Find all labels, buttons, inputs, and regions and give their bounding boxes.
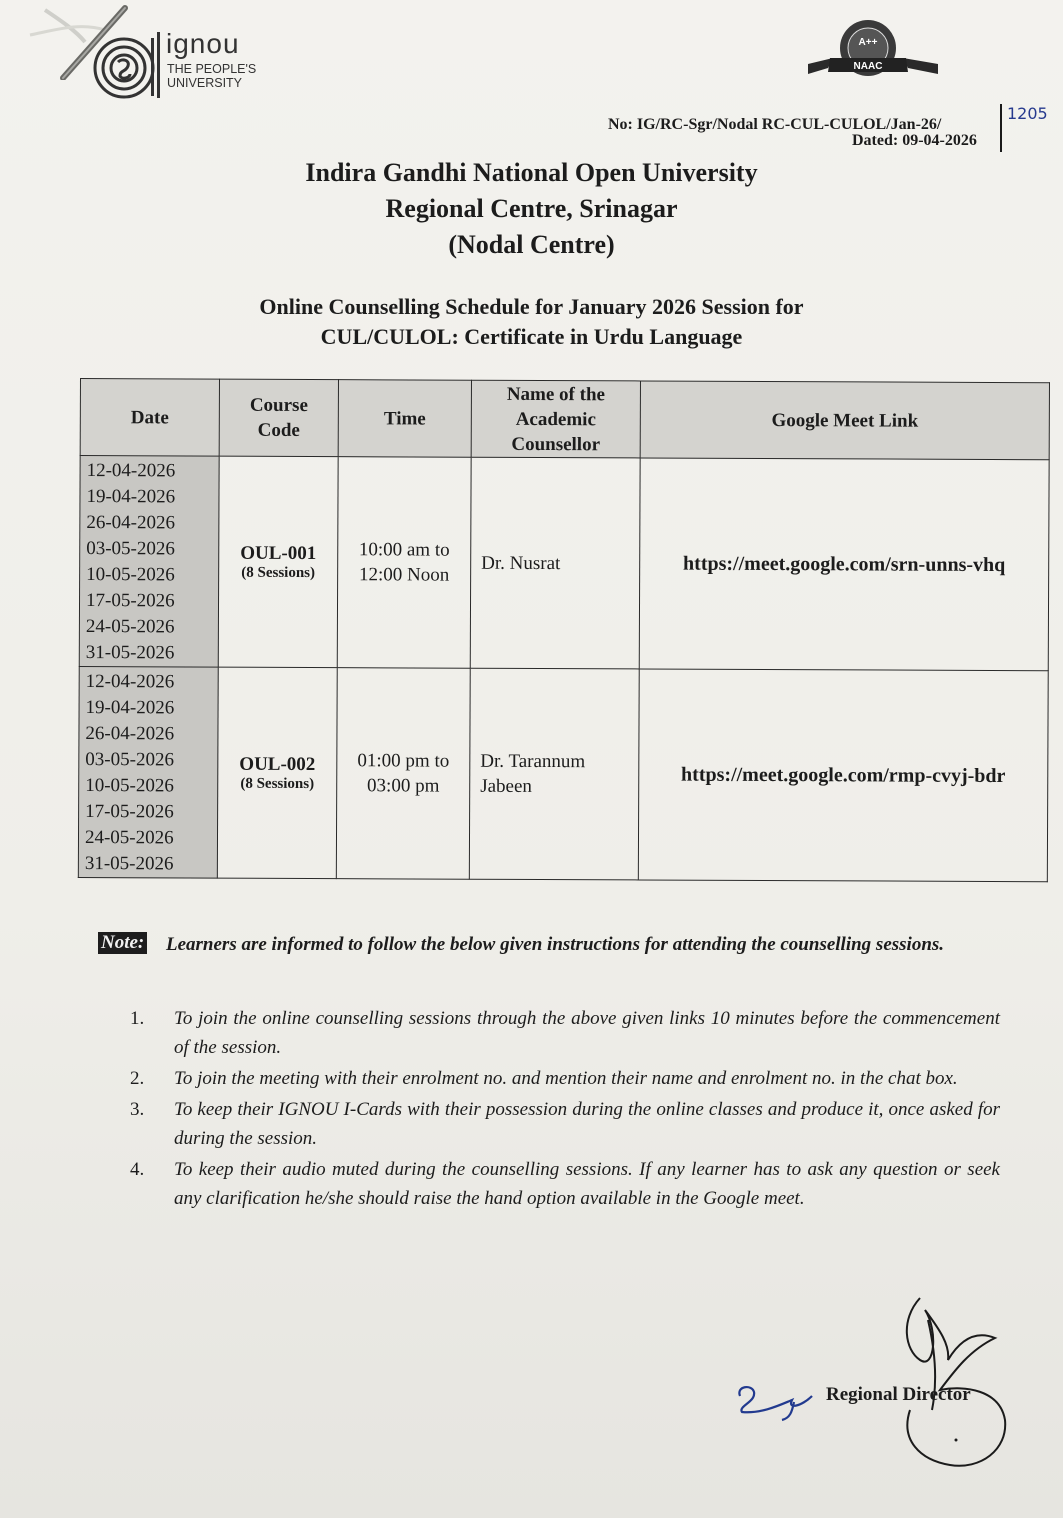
counsellor-name: Dr. Tarannum: [480, 750, 586, 773]
list-item: [120, 1095, 1000, 1153]
list-item-text: To keep their IGNOU I-Cards with their possession during the online classes and produce it, once asked for during the session.: [174, 1099, 1000, 1149]
list-item-text: To join the online counselling sessions through the above given links 10 minutes before the commencement of the session.: [174, 1008, 1000, 1058]
list-item: [120, 1004, 1000, 1062]
list-item: [120, 1155, 1000, 1213]
list-item-number: 2.: [130, 1068, 145, 1089]
date: 17-05-2026: [85, 590, 175, 612]
course-code: OUL-002: [239, 753, 316, 775]
session-count: (8 Sessions): [240, 775, 315, 792]
table-header-row: [80, 379, 1049, 460]
logo-tagline-2: UNIVERSITY: [167, 76, 243, 90]
list-item-number: 1.: [130, 1008, 145, 1029]
date: 10-05-2026: [85, 775, 174, 797]
time-cell: [336, 668, 470, 880]
date: 12-04-2026: [85, 671, 175, 693]
schedule-subtitle: CUL/CULOL: Certificate in Urdu Language: [320, 324, 743, 349]
counsellor-cell: [469, 668, 639, 880]
meet-link[interactable]: https://meet.google.com/rmp-cvyj-bdr: [681, 763, 1006, 787]
logo-name: ignou: [166, 28, 240, 59]
logo-tagline-1: THE PEOPLE'S: [167, 62, 257, 76]
header-counsellor-line: Name of the: [506, 383, 606, 405]
counsellor-cell: [470, 457, 640, 669]
institution-name: Indira Gandhi National Open University: [305, 158, 758, 187]
header-date: Date: [80, 379, 219, 457]
nodal-centre: (Nodal Centre): [448, 230, 615, 259]
ignou-logo-icon: [92, 36, 156, 100]
signatory-title: Regional Director: [826, 1384, 971, 1405]
date: 31-05-2026: [85, 642, 175, 664]
reference-number: No: IG/RC-Sgr/Nodal RC-CUL-CULOL/Jan-26/: [608, 116, 942, 133]
time-start: 10:00 am to: [358, 539, 450, 561]
list-item-text: To join the meeting with their enrolment no. and mention their name and enrolment no. in the chat box.: [174, 1068, 958, 1089]
course-code: OUL-001: [240, 542, 317, 564]
meet-link-cell: [639, 458, 1049, 671]
list-item: [120, 1064, 1000, 1093]
counsellor-name-cont: Jabeen: [480, 775, 532, 797]
date: 12-04-2026: [86, 460, 176, 482]
header-meet-link: Google Meet Link: [640, 381, 1049, 460]
time-start: 01:00 pm to: [357, 750, 450, 772]
counsellor-name: Dr. Nusrat: [481, 552, 561, 574]
date: 19-04-2026: [86, 486, 176, 508]
list-item-number: 3.: [130, 1099, 145, 1120]
instruction-list: [120, 1004, 1000, 1215]
date: 24-05-2026: [84, 827, 174, 849]
date: 26-04-2026: [86, 512, 176, 534]
header-counsellor: [471, 380, 640, 458]
date: 03-05-2026: [85, 749, 175, 771]
note-intro: Learners are informed to follow the below given instructions for attending the counselling sessions.: [166, 934, 945, 955]
date: 26-04-2026: [85, 723, 175, 745]
counselling-schedule-table: [78, 378, 1050, 882]
time-end: 03:00 pm: [367, 775, 440, 797]
date: 31-05-2026: [84, 853, 174, 875]
naac-grade: A++: [858, 37, 878, 48]
header-course-line: Code: [257, 419, 300, 441]
date: 17-05-2026: [85, 801, 174, 823]
table-row: [79, 456, 1049, 671]
meet-link[interactable]: https://meet.google.com/srn-unns-vhq: [683, 552, 1006, 576]
header-course-code: [219, 379, 338, 457]
table-row: [78, 666, 1048, 881]
meet-link-cell: [638, 669, 1048, 882]
session-count: (8 Sessions): [241, 564, 316, 581]
header-time: Time: [338, 380, 471, 458]
course-code-cell: [217, 667, 337, 879]
reference-divider: [1000, 104, 1002, 152]
logo-divider-icon: [150, 32, 162, 98]
dates-cell: [79, 456, 219, 668]
header-course-line: Course: [249, 394, 308, 416]
header-counsellor-line: Counsellor: [511, 433, 601, 455]
note-tag: Note:: [98, 932, 147, 954]
date: 10-05-2026: [86, 564, 175, 586]
list-item-number: 4.: [130, 1159, 145, 1180]
schedule-title: Online Counselling Schedule for January 2026 Session for: [259, 294, 804, 319]
handwritten-number: 1205: [1007, 104, 1048, 123]
date: 24-05-2026: [85, 616, 175, 638]
naac-badge-icon: [808, 18, 938, 88]
initials-signature: [732, 1378, 822, 1423]
regional-centre: Regional Centre, Srinagar: [385, 194, 678, 223]
course-code-cell: [218, 456, 338, 668]
list-item-text: To keep their audio muted during the counselling sessions. If any learner has to ask any question or seek any clarification he/she should raise the hand option available in the Google meet.: [174, 1159, 1000, 1209]
header-counsellor-line: Academic: [515, 408, 596, 430]
date: 03-05-2026: [86, 538, 175, 560]
reference-date: Dated: 09-04-2026: [852, 132, 977, 149]
time-cell: [337, 457, 471, 669]
naac-label: NAAC: [853, 61, 883, 72]
date: 19-04-2026: [85, 697, 175, 719]
dates-cell: [78, 666, 218, 878]
time-end: 12:00 Noon: [358, 564, 450, 586]
